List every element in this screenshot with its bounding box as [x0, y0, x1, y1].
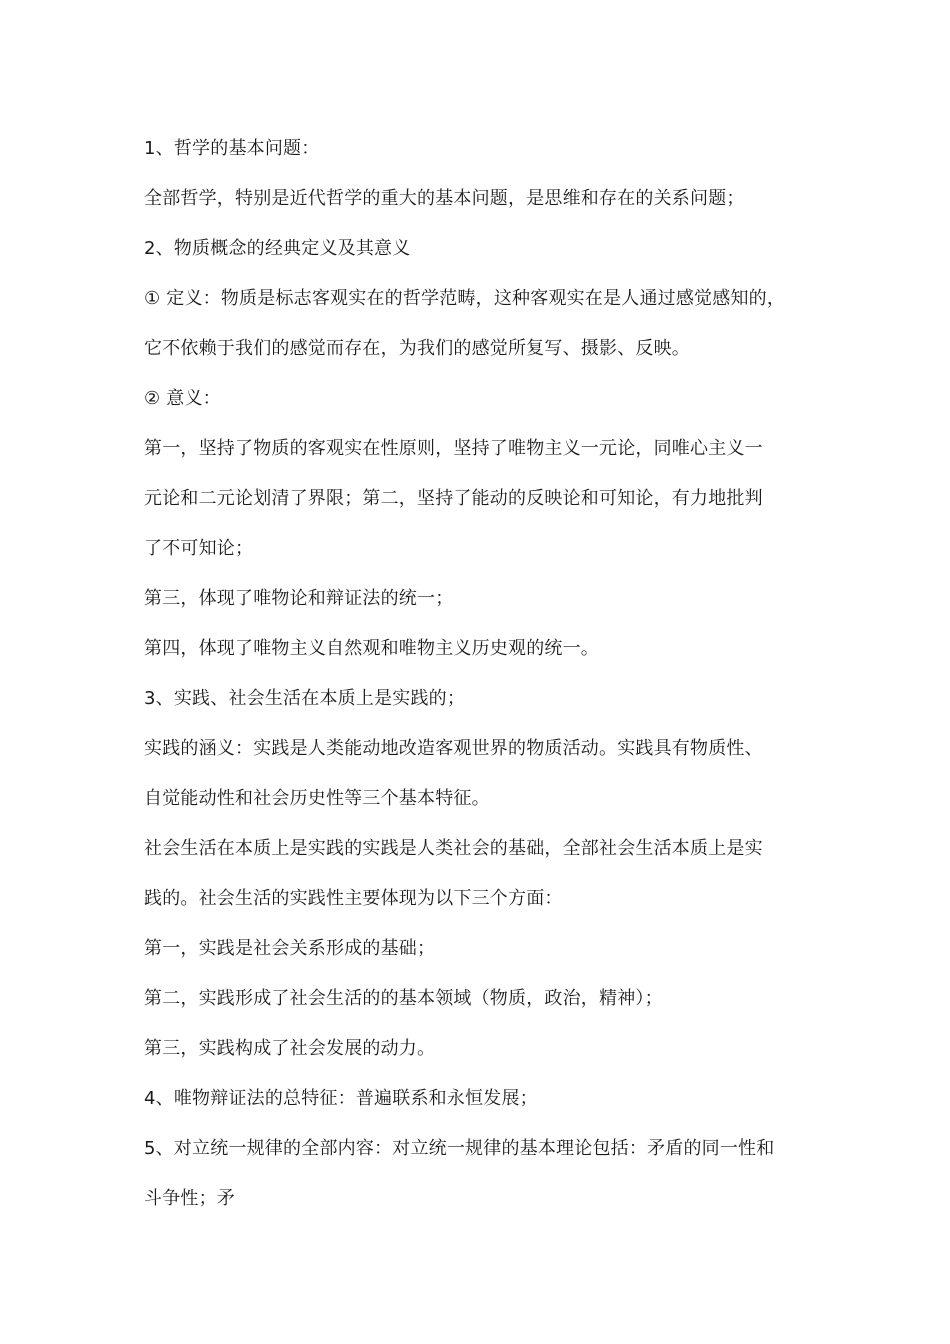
text-line: 全部哲学，特别是近代哲学的重大的基本问题，是思维和存在的关系问题； — [144, 188, 745, 209]
text-line: 自觉能动性和社会历史性等三个基本特征。 — [144, 788, 490, 809]
text-line: 它不依赖于我们的感觉而存在，为我们的感觉所复写、摄影、反映。 — [144, 338, 690, 359]
text-line: 践的。社会生活的实践性主要体现为以下三个方面： — [144, 888, 563, 909]
text-line: 元论和二元论划清了界限；第二，坚持了能动的反映论和可知论，有力地批判 — [144, 488, 763, 509]
text-line: 第一，坚持了物质的客观实在性原则，坚持了唯物主义一元论，同唯心主义一 — [144, 438, 763, 459]
text-line: ① 定义：物质是标志客观实在的哲学范畴，这种客观实在是人通过感觉感知的， — [144, 288, 786, 309]
text-line: 第三，体现了唯物论和辩证法的统一； — [144, 588, 454, 609]
document-body — [144, 124, 824, 1224]
text-line: 斗争性；矛 — [144, 1188, 235, 1209]
text-line: 第一，实践是社会关系形成的基础； — [144, 938, 436, 959]
text-line: 第三，实践构成了社会发展的动力。 — [144, 1038, 436, 1059]
heading-matter-concept: 2、物质概念的经典定义及其意义 — [144, 238, 411, 259]
text-line: 实践的涵义：实践是人类能动地改造客观世界的物质活动。实践具有物质性、 — [144, 738, 763, 759]
text-line: 了不可知论； — [144, 538, 254, 559]
text-line: 第二，实践形成了社会生活的的基本领域（物质，政治，精神）； — [144, 988, 663, 1009]
text-line: ② 意义： — [144, 388, 221, 409]
heading-practice: 3、实践、社会生活在本质上是实践的； — [144, 688, 466, 709]
text-line: 社会生活在本质上是实践的实践是人类社会的基础，全部社会生活本质上是实 — [144, 838, 763, 859]
text-line: 第四，体现了唯物主义自然观和唯物主义历史观的统一。 — [144, 638, 599, 659]
heading-basic-question: 1、哲学的基本问题： — [144, 138, 320, 159]
heading-unity-of-opposites: 5、对立统一规律的全部内容：对立统一规律的基本理论包括：矛盾的同一性和 — [144, 1138, 775, 1159]
heading-dialectics: 4、唯物辩证法的总特征：普遍联系和永恒发展； — [144, 1088, 538, 1109]
